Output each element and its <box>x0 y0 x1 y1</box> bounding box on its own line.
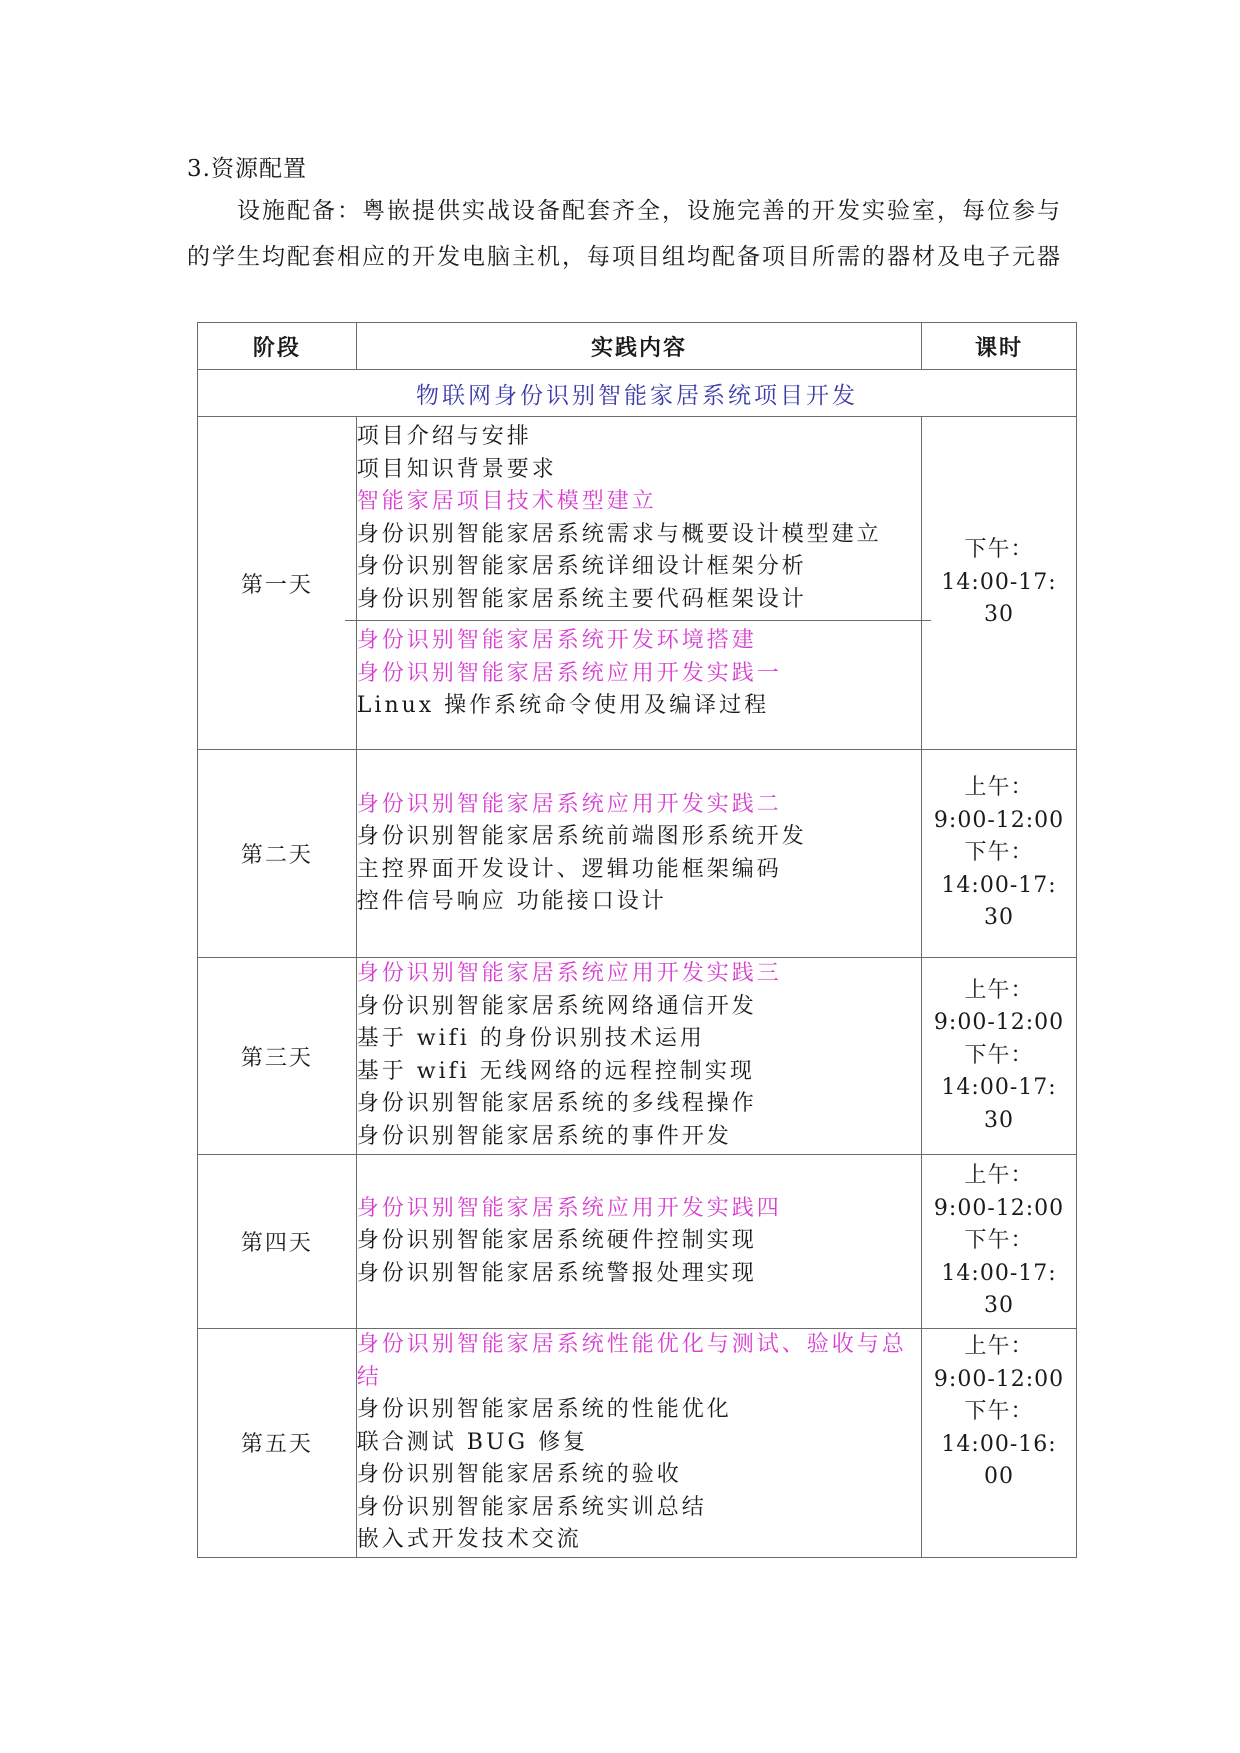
table-row <box>198 417 1077 750</box>
list-item: 身份识别智能家居系统实训总结 <box>356 1494 707 1520</box>
list-item: 项目介绍与安排 <box>356 424 532 449</box>
paragraph-line-1: 设施配备：粤嵌提供实战设备配套齐全，设施完善的开发实验室，每位参与 <box>237 198 1062 224</box>
list-item: 身份识别智能家居系统的验收 <box>356 1462 682 1487</box>
list-item: 身份识别智能家居系统应用开发实践四 <box>356 1195 782 1221</box>
list-item: 身份识别智能家居系统应用开发实践二 <box>356 791 782 817</box>
content-day2 <box>356 750 921 958</box>
project-title-row <box>198 370 1077 417</box>
list-item: 控件信号响应 功能接口设计 <box>356 889 667 914</box>
content-day1 <box>356 417 921 750</box>
header-content: 实践内容 <box>356 323 921 370</box>
hours-line: 14:00-17: <box>941 872 1057 898</box>
paragraph-line-2: 的学生均配套相应的开发电脑主机，每项目组均配备项目所需的器材及电子元器 <box>187 244 1062 270</box>
hours-line: 下午： <box>964 1042 1034 1068</box>
hours-line: 下午： <box>964 1228 1034 1254</box>
list-item: 身份识别智能家居系统硬件控制实现 <box>356 1228 757 1254</box>
hours-line: 上午： <box>964 775 1034 801</box>
list-item: 项目知识背景要求 <box>356 456 557 482</box>
hours-line: 上午： <box>964 1334 1034 1359</box>
hours-line: 30 <box>984 602 1015 628</box>
list-item: 身份识别智能家居系统主要代码框架设计 <box>356 586 807 612</box>
content-block <box>357 1189 921 1295</box>
hours-line: 14:00-16: <box>941 1431 1057 1457</box>
content-block <box>345 620 931 749</box>
hours-line: 下午： <box>964 840 1034 866</box>
schedule-table <box>197 322 1077 1558</box>
content-block <box>357 958 921 1153</box>
stage-day5: 第五天 <box>198 1329 357 1558</box>
content-day3 <box>356 958 921 1155</box>
hours-line: 上午： <box>964 1163 1034 1189</box>
list-item: 身份识别智能家居系统需求与概要设计模型建立 <box>356 521 882 547</box>
hours-line: 30 <box>984 1107 1015 1133</box>
list-item: 身份识别智能家居系统的事件开发 <box>356 1123 732 1149</box>
list-item: 身份识别智能家居系统开发环境搭建 <box>356 628 757 653</box>
hours-day3 <box>922 958 1077 1155</box>
hours-line: 9:00-12:00 <box>933 1366 1065 1392</box>
hours-line: 14:00-17: <box>941 569 1057 595</box>
header-hours: 课时 <box>922 323 1077 370</box>
table-row <box>198 958 1077 1155</box>
hours-line: 上午： <box>964 977 1034 1003</box>
hours-line: 30 <box>984 905 1015 931</box>
list-item: 身份识别智能家居系统应用开发实践一 <box>356 660 782 686</box>
section-title: 3.资源配置 <box>187 156 307 182</box>
list-item: 联合测试 BUG 修复 <box>356 1429 589 1455</box>
list-item: 主控界面开发设计、逻辑功能框架编码 <box>356 856 782 882</box>
list-item: 智能家居项目技术模型建立 <box>356 489 657 514</box>
header-stage: 阶段 <box>198 323 357 370</box>
stage-day1: 第一天 <box>198 417 357 750</box>
list-item: 嵌入式开发技术交流 <box>356 1527 582 1552</box>
list-item: 基于 wifi 的身份识别技术运用 <box>356 1026 705 1051</box>
list-item: 身份识别智能家居系统的多线程操作 <box>356 1091 757 1116</box>
hours-line: 30 <box>984 1293 1015 1319</box>
content-day4 <box>356 1155 921 1329</box>
list-item: 身份识别智能家居系统应用开发实践三 <box>356 961 782 986</box>
table-row <box>198 1155 1077 1329</box>
stage-day3: 第三天 <box>198 958 357 1155</box>
hours-line: 9:00-12:00 <box>933 1010 1065 1036</box>
project-title: 物联网身份识别智能家居系统项目开发 <box>198 370 1077 417</box>
hours-line: 00 <box>984 1464 1015 1489</box>
list-item: Linux 操作系统命令使用及编译过程 <box>356 693 770 718</box>
list-item: 身份识别智能家居系统性能优化与测试、验收与总结 <box>356 1332 907 1390</box>
hours-line: 14:00-17: <box>941 1075 1057 1101</box>
hours-line: 下午： <box>964 1399 1034 1424</box>
table-row <box>198 1329 1077 1558</box>
stage-day4: 第四天 <box>198 1155 357 1329</box>
list-item: 身份识别智能家居系统网络通信开发 <box>356 993 757 1019</box>
hours-line: 下午： <box>964 537 1034 563</box>
content-block <box>357 785 921 923</box>
list-item: 基于 wifi 无线网络的远程控制实现 <box>356 1058 755 1084</box>
content-block <box>357 1329 921 1557</box>
table-header-row <box>198 323 1077 370</box>
hours-day1 <box>922 417 1077 750</box>
list-item: 身份识别智能家居系统的性能优化 <box>356 1397 732 1422</box>
content-day5 <box>356 1329 921 1558</box>
table-row <box>198 750 1077 958</box>
content-block <box>357 417 921 620</box>
hours-day4 <box>922 1155 1077 1329</box>
list-item: 身份识别智能家居系统详细设计框架分析 <box>356 554 807 579</box>
hours-day5 <box>922 1329 1077 1558</box>
stage-day2: 第二天 <box>198 750 357 958</box>
facility-paragraph <box>187 188 1067 280</box>
hours-day2 <box>922 750 1077 958</box>
list-item: 身份识别智能家居系统警报处理实现 <box>356 1260 757 1286</box>
list-item: 身份识别智能家居系统前端图形系统开发 <box>356 824 807 849</box>
hours-line: 9:00-12:00 <box>933 807 1065 833</box>
hours-line: 14:00-17: <box>941 1260 1057 1286</box>
hours-line: 9:00-12:00 <box>933 1195 1065 1221</box>
